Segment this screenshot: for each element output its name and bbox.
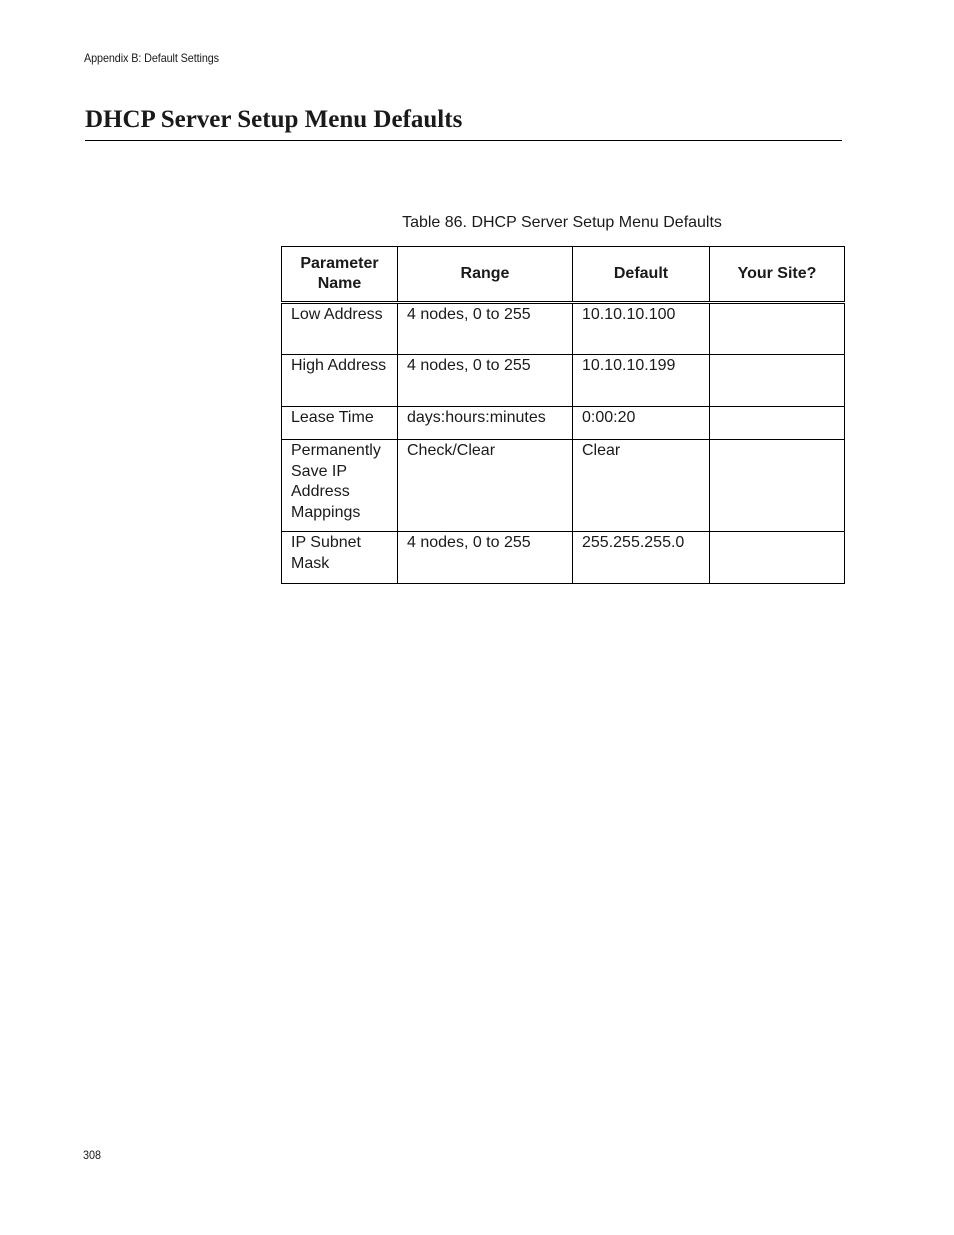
column-header-range: Range bbox=[398, 247, 573, 303]
table-row bbox=[282, 440, 845, 532]
cell-default: 0:00:20 bbox=[573, 407, 710, 440]
cell-parameter: Lease Time bbox=[282, 407, 398, 440]
cell-default: 10.10.10.100 bbox=[573, 303, 710, 355]
cell-range: 4 nodes, 0 to 255 bbox=[398, 355, 573, 407]
cell-default: 10.10.10.199 bbox=[573, 355, 710, 407]
table-row bbox=[282, 532, 845, 584]
table-row bbox=[282, 355, 845, 407]
cell-your-site bbox=[710, 440, 845, 532]
section-title: DHCP Server Setup Menu Defaults bbox=[85, 106, 463, 133]
cell-your-site bbox=[710, 407, 845, 440]
cell-range: days:hours:minutes bbox=[398, 407, 573, 440]
cell-range: 4 nodes, 0 to 255 bbox=[398, 532, 573, 584]
column-header-your-site: Your Site? bbox=[710, 247, 845, 303]
table-row bbox=[282, 303, 845, 355]
cell-your-site bbox=[710, 355, 845, 407]
cell-range: 4 nodes, 0 to 255 bbox=[398, 303, 573, 355]
table-header-row bbox=[282, 247, 845, 303]
cell-range: Check/Clear bbox=[398, 440, 573, 532]
column-header-parameter: Parameter Name bbox=[282, 247, 398, 303]
cell-parameter: Low Address bbox=[282, 303, 398, 355]
cell-your-site bbox=[710, 532, 845, 584]
page-number: 308 bbox=[83, 1148, 102, 1162]
running-header: Appendix B: Default Settings bbox=[84, 51, 219, 65]
title-rule bbox=[85, 140, 842, 141]
cell-default: Clear bbox=[573, 440, 710, 532]
table-caption: Table 86. DHCP Server Setup Menu Defaults bbox=[402, 214, 722, 231]
defaults-table bbox=[281, 246, 845, 584]
cell-parameter: High Address bbox=[282, 355, 398, 407]
table-row bbox=[282, 407, 845, 440]
cell-parameter: IP Subnet Mask bbox=[282, 532, 398, 584]
cell-your-site bbox=[710, 303, 845, 355]
column-header-default: Default bbox=[573, 247, 710, 303]
cell-default: 255.255.255.0 bbox=[573, 532, 710, 584]
cell-parameter: Permanently Save IP Address Mappings bbox=[282, 440, 398, 532]
